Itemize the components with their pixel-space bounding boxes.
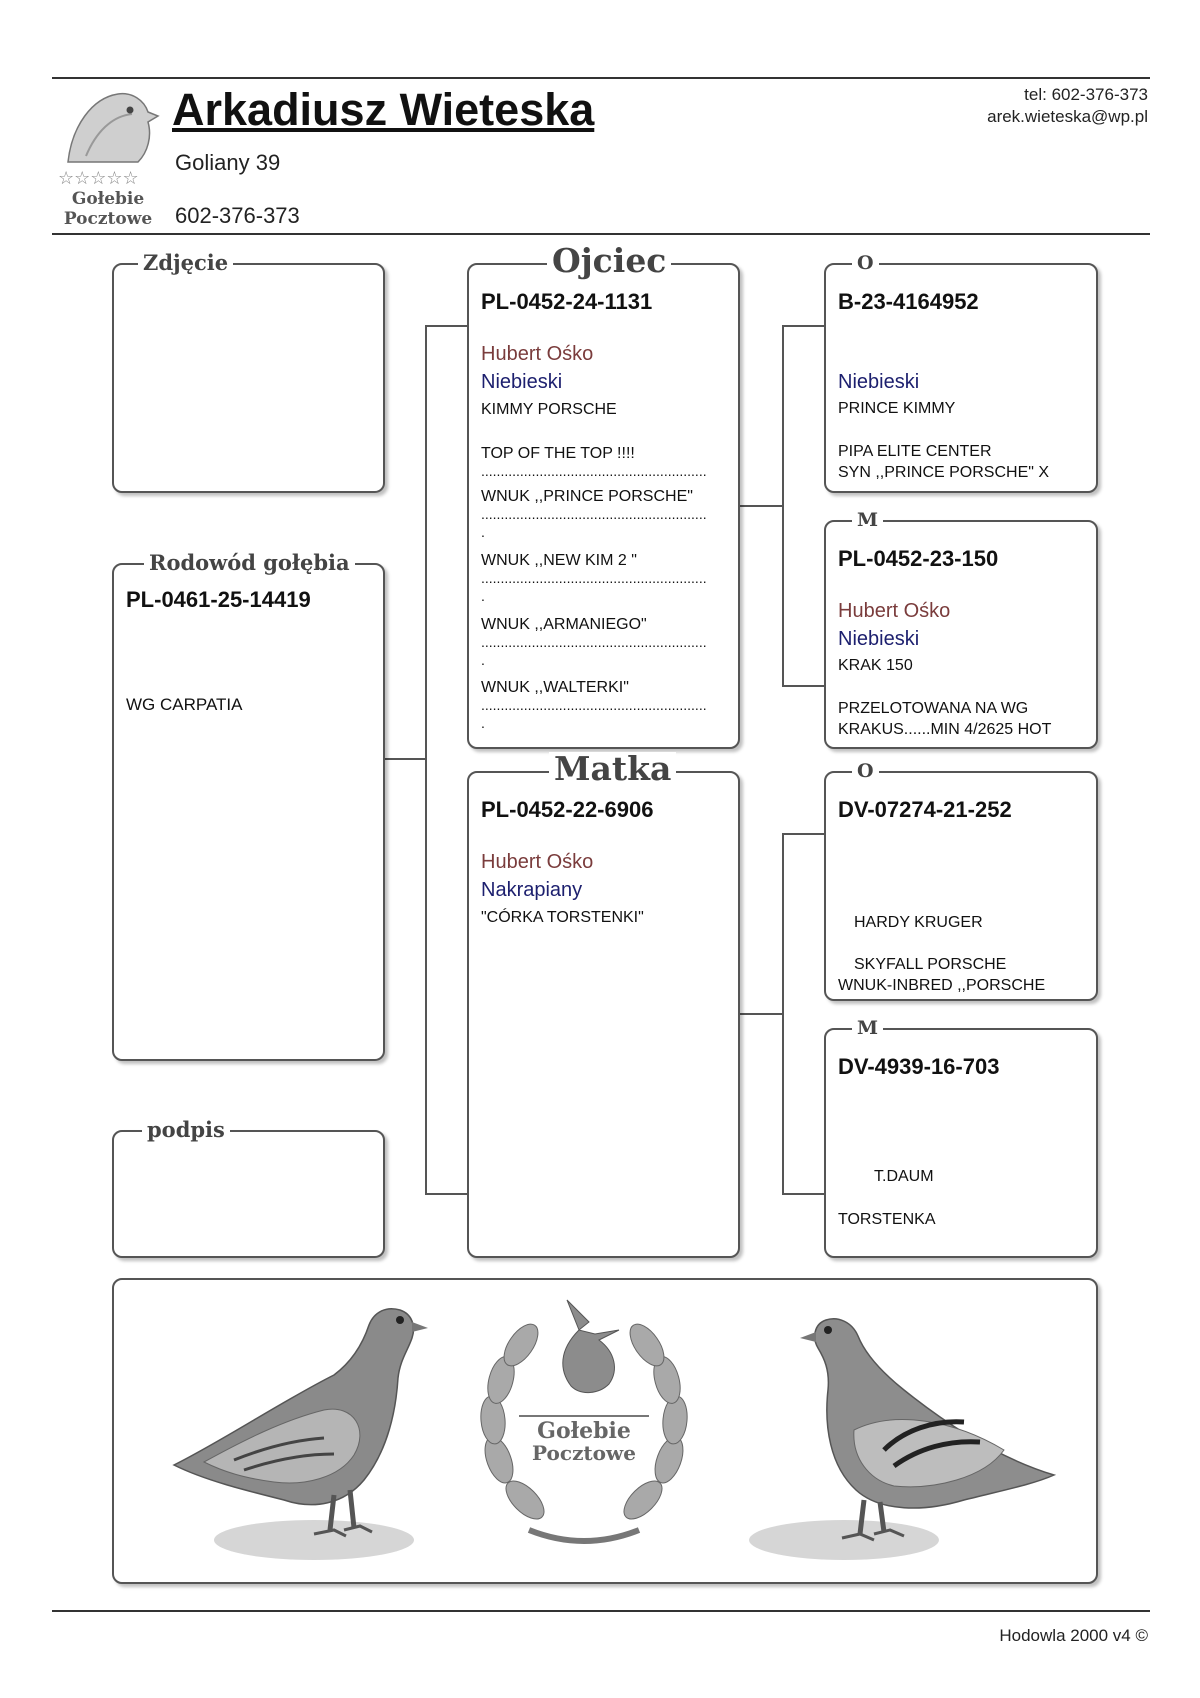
maternal-grandfather-box xyxy=(824,760,1098,1001)
pigeon-legend: Rodowód gołębia xyxy=(144,551,355,575)
paternal-grandmother-note: PRZELOTOWANA NA WG xyxy=(838,700,1029,717)
owner-name: Arkadiusz Wieteska xyxy=(172,84,595,135)
mother-color: Nakrapiany xyxy=(481,879,583,901)
father-breeder: Hubert Ośko xyxy=(481,343,594,365)
maternal-grandfather-note: HARDY KRUGER xyxy=(854,914,983,931)
connector-parents-bracket xyxy=(425,325,469,1195)
paternal-grandfather-color: Niebieski xyxy=(838,371,920,393)
contact-email[interactable]: arek.wieteska@wp.pl xyxy=(987,107,1148,126)
father-note-line: .......................................................... xyxy=(481,697,707,713)
paternal-grandfather-legend: O xyxy=(852,252,879,274)
maternal-grandmother-box xyxy=(824,1017,1098,1258)
father-note-line: . xyxy=(481,652,485,668)
photo-box xyxy=(112,250,385,493)
father-note-line: WNUK ,,ARMANIEGO" xyxy=(481,616,647,633)
father-note-line: .......................................................... xyxy=(481,506,707,522)
father-note-line: .......................................................... xyxy=(481,570,707,586)
father-note-line: . xyxy=(481,524,485,540)
paternal-grandmother-color: Niebieski xyxy=(838,628,920,650)
logo-text-2: Pocztowe xyxy=(63,209,153,228)
maternal-grandmother-ring: DV-4939-16-703 xyxy=(838,1054,1000,1079)
mother-breeder: Hubert Ośko xyxy=(481,851,594,873)
connector-mother xyxy=(740,1013,782,1015)
connector-father xyxy=(740,505,782,507)
father-note-line: .......................................................... xyxy=(481,634,707,650)
signature-legend: podpis xyxy=(142,1118,230,1142)
club-logo xyxy=(56,86,160,228)
signature-box xyxy=(112,1117,385,1258)
maternal-grandfather-note: SKYFALL PORSCHE xyxy=(854,956,1007,973)
father-legend: Ojciec xyxy=(547,244,671,278)
mother-name: "CÓRKA TORSTENKI" xyxy=(481,909,644,926)
mother-ring-number: PL-0452-22-6906 xyxy=(481,797,654,822)
connector-pigeon xyxy=(385,758,425,760)
maternal-grandfather-note: WNUK-INBRED ,,PORSCHE xyxy=(838,977,1046,994)
mother-box xyxy=(467,749,740,1258)
father-note-line: WNUK ,,NEW KIM 2 " xyxy=(481,552,637,569)
header-rule xyxy=(52,233,1150,235)
paternal-grandfather-note: SYN ,,PRINCE PORSCHE" X xyxy=(838,464,1050,481)
father-name: KIMMY PORSCHE xyxy=(481,401,617,418)
father-note-line: TOP OF THE TOP !!!! xyxy=(481,445,635,462)
father-note-line: .......................................................... xyxy=(481,463,707,479)
maternal-grandmother-note: TORSTENKA xyxy=(838,1211,936,1228)
owner-address: Goliany 39 xyxy=(175,150,281,175)
contact-tel: tel: 602-376-373 xyxy=(1024,85,1148,104)
logo-text-1: Gołebie xyxy=(71,189,145,209)
father-color: Niebieski xyxy=(481,371,563,393)
mother-legend: Matka xyxy=(549,752,676,786)
banner-box xyxy=(112,1278,1098,1584)
paternal-grandmother-name: KRAK 150 xyxy=(838,657,913,674)
father-ring-number: PL-0452-24-1131 xyxy=(481,289,653,314)
pigeon-ring-number: PL-0461-25-14419 xyxy=(126,587,311,612)
paternal-grandfather-ring: B-23-4164952 xyxy=(838,289,979,314)
maternal-grandmother-legend: M xyxy=(852,1017,883,1039)
contact-block xyxy=(987,84,1148,128)
connector-father-bracket xyxy=(782,325,826,687)
photo-legend: Zdjęcie xyxy=(138,251,233,275)
maternal-grandmother-note: T.DAUM xyxy=(874,1168,934,1185)
pigeon-box xyxy=(112,550,385,1061)
paternal-grandfather-box xyxy=(824,252,1098,493)
father-box xyxy=(467,241,740,749)
top-rule xyxy=(52,77,1150,79)
paternal-grandmother-note: KRAKUS......MIN 4/2625 HOT xyxy=(838,721,1052,738)
club-emblem xyxy=(459,1290,709,1560)
owner-phone: 602-376-373 xyxy=(175,203,300,228)
emblem-text-1: Gołebie xyxy=(537,1418,631,1444)
paternal-grandmother-box xyxy=(824,509,1098,749)
paternal-grandmother-breeder: Hubert Ośko xyxy=(838,600,951,622)
footer-rule xyxy=(52,1610,1150,1612)
father-note-line: WNUK ,,PRINCE PORSCHE" xyxy=(481,488,693,505)
father-note-line: . xyxy=(481,588,485,604)
father-note-line: WNUK ,,WALTERKI" xyxy=(481,679,629,696)
paternal-grandmother-ring: PL-0452-23-150 xyxy=(838,546,999,571)
maternal-grandfather-ring: DV-07274-21-252 xyxy=(838,797,1012,822)
footer-credit: Hodowla 2000 v4 © xyxy=(999,1626,1148,1645)
emblem-text-2: Pocztowe xyxy=(532,1441,636,1465)
right-pigeon-image xyxy=(734,1290,1064,1570)
paternal-grandmother-legend: M xyxy=(852,509,883,531)
connector-mother-bracket xyxy=(782,833,826,1195)
father-note-line: . xyxy=(481,715,485,731)
left-pigeon-image xyxy=(164,1290,454,1570)
svg-text:☆☆☆☆☆: ☆☆☆☆☆ xyxy=(58,168,139,189)
pigeon-note: WG CARPATIA xyxy=(126,695,243,714)
paternal-grandfather-note: PIPA ELITE CENTER xyxy=(838,443,992,460)
maternal-grandfather-legend: O xyxy=(852,760,879,782)
paternal-grandfather-name: PRINCE KIMMY xyxy=(838,400,956,417)
